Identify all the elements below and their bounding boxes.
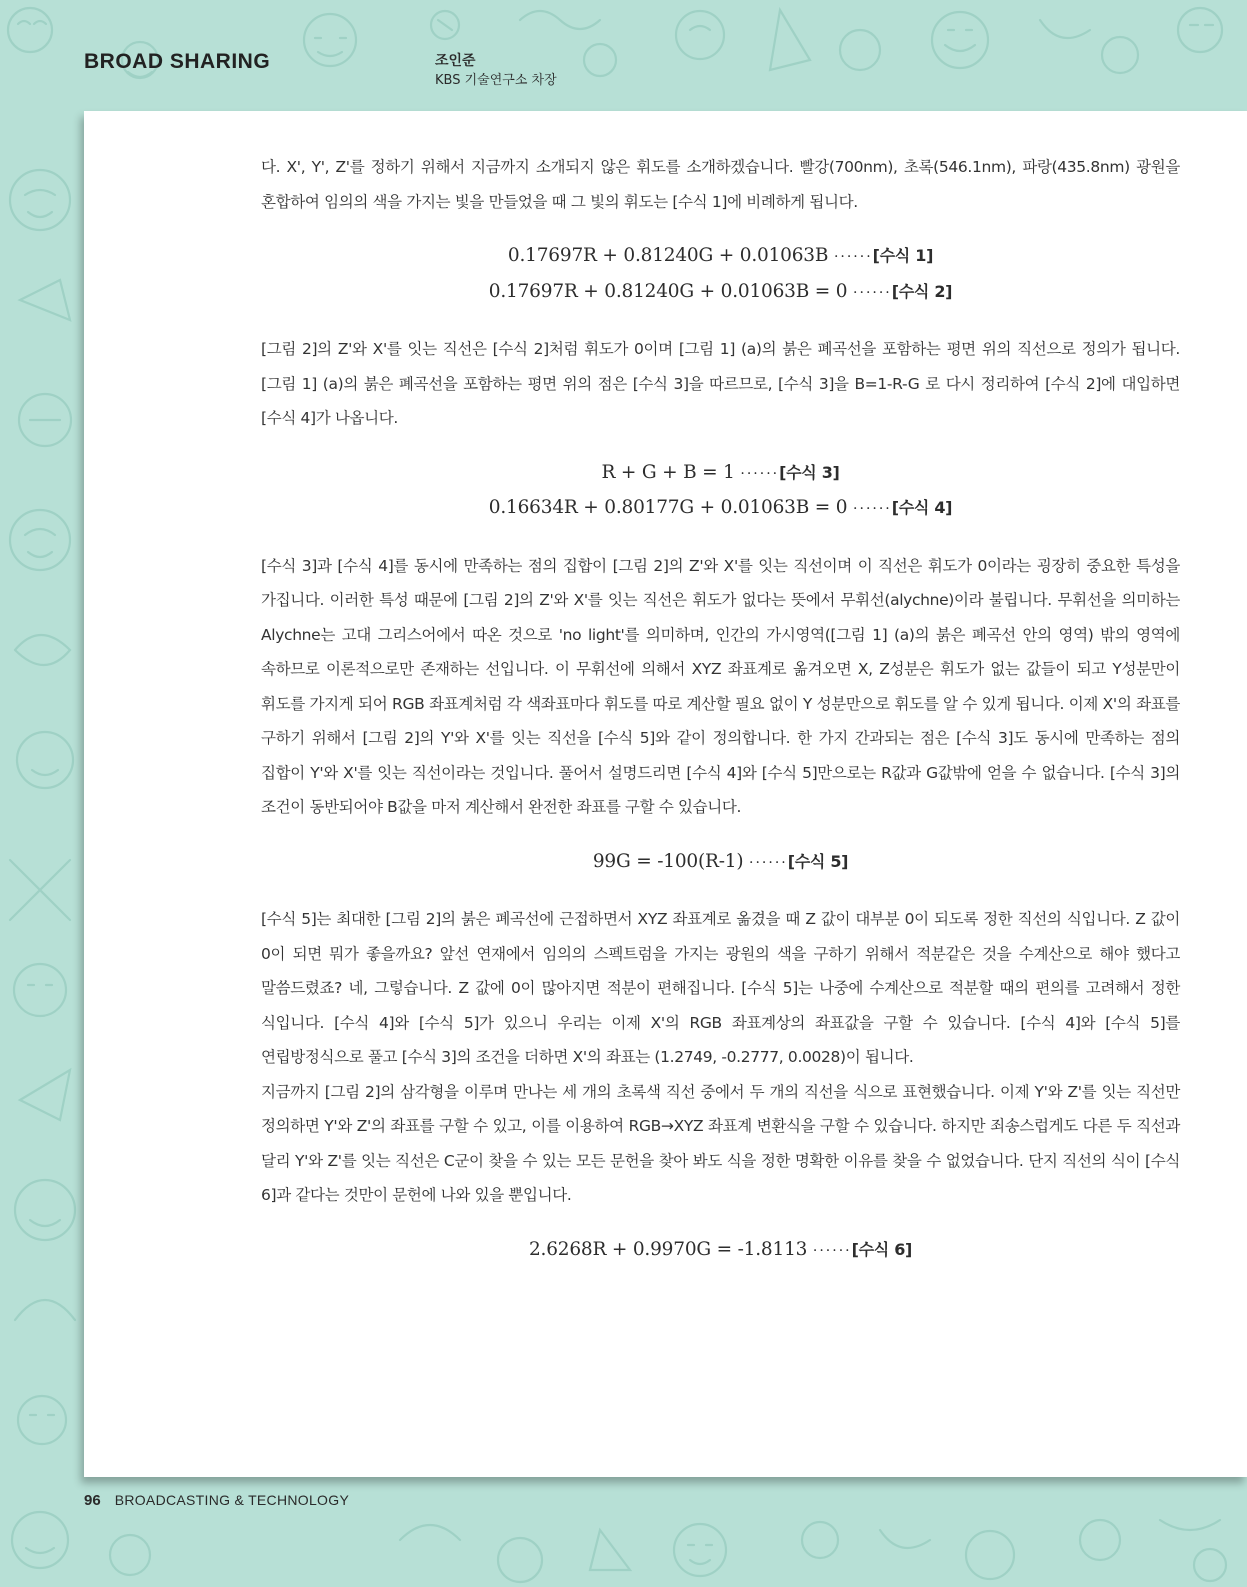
paragraph-3: [수식 3]과 [수식 4]를 동시에 만족하는 점의 집합이 [그림 2]의 Z'와 X'를 잇는 직선이며 이 직선은 휘도가 0이라는 굉장히 중요한 특성을 가집니다. 이러한 특성 때문에 [그림 2]의 Z'와 X'를 잇는 직선은 휘도가 없다는 뜻에서 무휘선(alychne)이라 불립니다. 무휘선을 의미하는 Alychne는 고대 그리스어에서 따온 것으로 'no light'를 의미하며, 인간의 가시영역([그림 1] (a)의 붉은 폐곡선 안의 영역) 밖의 영역에 속하므로 이론적으로만 존재하는 선입니다. 이 무휘선에 의해서 XYZ 좌표계로 옮겨오면 X, Z성분은 휘도가 없는 값들이 되고 Y성분만이 휘도를 가지게 되어 RGB 좌표계처럼 각 색좌표마다 휘도를 따로 계산할 필요 없이 Y 성분만으로 휘도를 알 수 있게 됩니다. 이제 X'의 좌표를 구하기 위해서 [그림 2]의 Y'와 X'를 잇는 직선을 [수식 5]와 같이 정의합니다. 한 가지 간과되는 점은 [수식 3]도 동시에 만족하는 점의 집합이 Y'와 X'를 잇는 직선이라는 것입니다. 풀어서 설명드리면 [수식 4]와 [수식 5]만으로는 R값과 G값밖에 얻을 수 없습니다. [수식 3]의 조건이 동반되어야 B값을 마저 계산해서 완전한 좌표를 구할 수 있습니다. — [261, 556, 1180, 816]
equation-1-expr: 0.17697R + 0.81240G + 0.01063B — [507, 245, 829, 266]
equation-6-expr: 2.6268R + 0.9970G = -1.8113 — [528, 1238, 808, 1260]
equation-block-2 — [261, 456, 1180, 527]
equation-3-expr: R + G + B = 1 — [601, 461, 735, 483]
equation-1-dots: ······ — [833, 249, 873, 265]
equation-1-tag: [수식 1] — [872, 246, 934, 265]
equation-5-tag: [수식 5] — [787, 851, 849, 871]
article-body — [261, 150, 1180, 1290]
equation-6-tag: [수식 6] — [851, 1239, 913, 1259]
author-info — [435, 52, 557, 90]
equation-4-tag: [수식 4] — [891, 498, 953, 517]
publication-name: BROADCASTING & TECHNOLOGY — [114, 1492, 350, 1508]
paragraph-2: [그림 2]의 Z'와 X'를 잇는 직선은 [수식 2]처럼 휘도가 0이며 [그림 1] (a)의 붉은 폐곡선을 포함하는 평면 위의 직선으로 정의가 됩니다. [그림 1] (a)의 붉은 폐곡선을 포함하는 평면 위의 점은 [수식 3]을 따르므로, [수식 3]을 B=1-R-G 로 다시 정리하여 [수식 2]에 대입하면 [수식 4]가 나옵니다. — [261, 340, 1180, 427]
page-number: 96 — [84, 1492, 101, 1509]
equation-6 — [261, 1233, 1180, 1269]
equation-block-4 — [261, 1233, 1180, 1269]
equation-2-dots: ······ — [853, 284, 892, 301]
equation-3-tag: [수식 3] — [779, 462, 840, 482]
equation-2 — [261, 275, 1180, 311]
equation-4-dots: ······ — [853, 501, 892, 517]
equation-4-expr: 0.16634R + 0.80177G + 0.01063B = 0 — [488, 497, 848, 518]
equation-4 — [261, 491, 1180, 527]
equation-6-dots: ······ — [812, 1242, 852, 1259]
article-page — [84, 111, 1247, 1477]
equation-1 — [261, 239, 1180, 275]
equation-5 — [261, 845, 1180, 881]
section-title: BROAD SHARING — [84, 50, 271, 73]
equation-block-3 — [261, 845, 1180, 881]
equation-5-expr: 99G = -100(R-1) — [592, 850, 744, 872]
equation-3-dots: ······ — [740, 465, 780, 482]
page-footer — [84, 1492, 349, 1509]
equation-5-dots: ······ — [749, 854, 788, 871]
equation-3 — [261, 456, 1180, 492]
equation-2-tag: [수식 2] — [891, 281, 953, 301]
equation-block-1 — [261, 239, 1180, 310]
author-name: 조인준 — [435, 53, 476, 69]
paragraph-1: 다. X', Y', Z'를 정하기 위해서 지금까지 소개되지 않은 휘도를 소개하겠습니다. 빨강(700nm), 초록(546.1nm), 파랑(435.8nm) 광원을 혼합하여 임의의 색을 가지는 빛을 만들었을 때 그 빛의 휘도는 [수식 1]에 비례하게 됩니다. — [261, 158, 1180, 211]
paragraph-4: [수식 5]는 최대한 [그림 2]의 붉은 폐곡선에 근접하면서 XYZ 좌표계로 옮겼을 때 Z 값이 대부분 0이 되도록 정한 직선의 식입니다. Z 값이 0이 되면 뭐가 좋을까요? 앞선 연재에서 임의의 스펙트럼을 가지는 광원의 색을 구하기 위해서 적분같은 것을 수계산으로 해야 했다고 말씀드렸죠? 네, 그렇습니다. Z 값에 0이 많아지면 적분이 편해집니다. [수식 5]는 나중에 수계산으로 적분할 때의 편의를 고려해서 정한 식입니다. [수식 4]와 [수식 5]가 있으니 우리는 이제 X'의 RGB 좌표계상의 좌표값을 구할 수 있습니다. [수식 4]와 [수식 5]를 연립방정식으로 풀고 [수식 3]의 조건을 더하면 X'의 좌표는 (1.2749, -0.2777, 0.0028)이 됩니다. — [261, 910, 1180, 1066]
author-role: KBS 기술연구소 차장 — [435, 73, 557, 88]
equation-2-expr: 0.17697R + 0.81240G + 0.01063B = 0 — [488, 280, 848, 302]
paragraph-5: 지금까지 [그림 2]의 삼각형을 이루며 만나는 세 개의 초록색 직선 중에서 두 개의 직선을 식으로 표현했습니다. 이제 Y'와 Z'를 잇는 직선만 정의하면 Y'와 Z'의 좌표를 구할 수 있고, 이를 이용하여 RGB→XYZ 좌표계 변환식을 구할 수 있습니다. 하지만 죄송스럽게도 다른 두 직선과 달리 Y'와 Z'를 잇는 직선은 C군이 찾을 수 있는 모든 문헌을 찾아 봐도 식을 정한 명확한 이유를 찾을 수 없었습니다. 단지 직선의 식이 [수식 6]과 같다는 것만이 문헌에 나와 있을 뿐입니다. — [261, 1082, 1180, 1204]
